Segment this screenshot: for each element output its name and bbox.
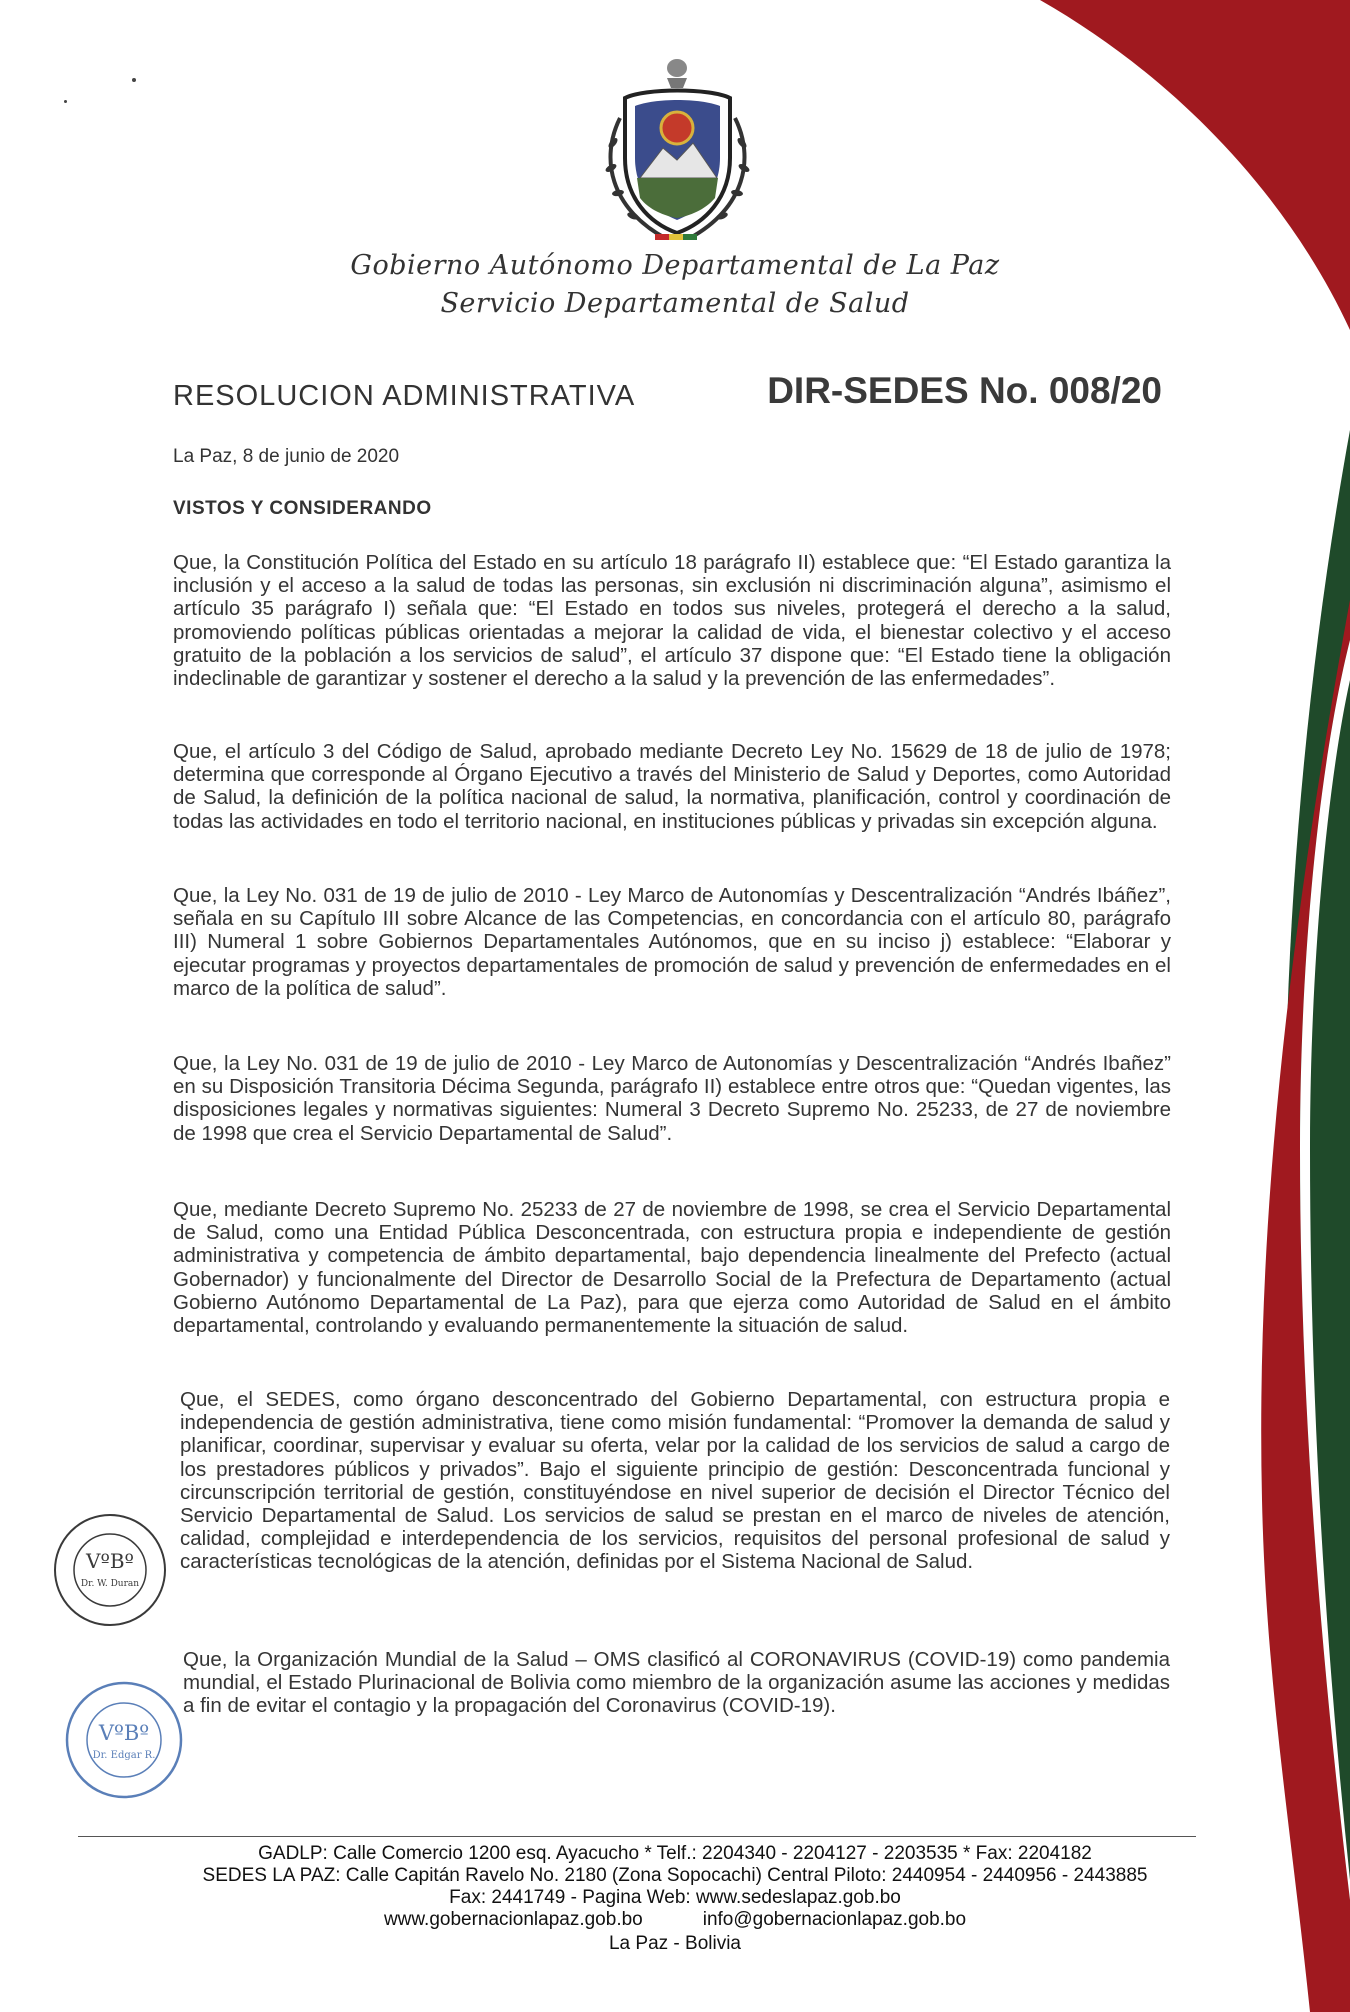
paragraph: Que, mediante Decreto Supremo No. 25233 de 27 de noviembre de 1998, se crea el Servicio Departamental de Salud, como una Entidad Pública Desconcentrada, con estructura propia e independiente de gestión administrativa y competencia de ámbito departamental, bajo dependencia linealmente del Prefecto (actual Gobernador) y funcionalmente del Director de Desarrollo Social de la Prefectura de Departamento (actual Gobierno Autónomo Departamental de La Paz), para que ejerza como Autoridad de Salud en el ámbito departamental, controlando y evaluando permanentemente la situación de salud. [173,1198,1171,1338]
svg-text:VºBº: VºBº [98,1721,150,1745]
paragraph: Que, el artículo 3 del Código de Salud, aprobado mediante Decreto Ley No. 15629 de 18 de julio de 1978; determina que corresponde al Órgano Ejecutivo a través del Ministerio de Salud y Deportes, como Autoridad de Salud, la definición de la política nacional de salud, la normativa, planificación, control y coordinación de todas las actividades en todo el territorio nacional, en instituciones públicas y privadas sin excepción alguna. [173,740,1171,833]
institution-name: Gobierno Autónomo Departamental de La Paz [350,250,1000,281]
paragraph: Que, la Ley No. 031 de 19 de julio de 2010 - Ley Marco de Autonomías y Descentralización “Andrés Ibáñez”, señala en su Capítulo III sobre Alcance de las Competencias, en concordancia con el artículo 80, parágrafo III) Numeral 1 sobre Gobiernos Departamentales Autónomos, que en su inciso j) establece: “Elaborar y ejecutar programas y proyectos departamentales de promoción de salud y prevención de enfermedades en el marco de la política de salud”. [173,884,1171,1000]
footer-address-gadlp: GADLP: Calle Comercio 1200 esq. Ayacucho * Telf.: 2204340 - 2204127 - 2203535 * Fax: 2204182 [258,1843,1092,1864]
coat-of-arms-icon [585,48,770,248]
footer-email-link[interactable]: info@gobernacionlapaz.gob.bo [702,1909,967,1930]
department-name: Servicio Departamental de Salud [440,288,910,319]
footer-website-link[interactable]: www.gobernacionlapaz.gob.bo [383,1909,643,1930]
svg-text:VºBº: VºBº [86,1549,134,1573]
scan-speck [132,78,136,82]
paragraph: Que, la Organización Mundial de la Salud – OMS clasificó al CORONAVIRUS (COVID-19) como pandemia mundial, el Estado Plurinacional de Bolivia como miembro de la organización asume las acciones y medidas a fin de evitar el contagio y la propagación del Coronavirus (COVID-19). [183,1648,1170,1718]
footer-address-sedes: SEDES LA PAZ: Calle Capitán Ravelo No. 2180 (Zona Sopocachi) Central Piloto: 2440954 - 2440956 - 2443885 [202,1865,1148,1886]
paragraph: Que, la Ley No. 031 de 19 de julio de 2010 - Ley Marco de Autonomías y Descentralización “Andrés Ibañez” en su Disposición Transitoria Décima Segunda, parágrafo II) establece entre otros que: “Quedan vigentes, las disposiciones legales y normativas siguientes: Numeral 3 Decreto Supremo No. 25233, de 27 de noviembre de 1998 que crea el Servicio Departamental de Salud”. [173,1052,1171,1145]
footer-contacts [0,1909,1350,1931]
paragraph: Que, el SEDES, como órgano desconcentrado del Gobierno Departamental, con estructura propia e independencia de gestión administrativa, tiene como misión fundamental: “Promover la demanda de salud y planificar, coordinar, supervisar y evaluar su oferta, velar por la calidad de los servicios de salud a cargo de los prestadores públicos y privados”. Bajo el siguiente principio de gestión: Desconcentrada funcional y circunscripción territorial de gestión, constituyéndose en nivel superior de decisión el Director Técnico del Servicio Departamental de Salud. Los servicios de salud se prestan en el marco de niveles de atención, calidad, complejidad e interdependencia de los servicios, requisitos del personal profesional de salud y características tecnológicas de la atención, definidas por el Sistema Nacional de Salud. [180,1388,1170,1574]
svg-text:Dr. W. Duran: Dr. W. Duran [80,1579,140,1589]
resolution-title: RESOLUCION ADMINISTRATIVA [173,380,636,412]
footer-fax-web: Fax: 2441749 - Pagina Web: www.sedeslapaz.gob.bo [449,1887,901,1908]
section-heading: VISTOS Y CONSIDERANDO [173,498,432,519]
scan-speck [64,100,67,103]
svg-text:Dr. Edgar R.: Dr. Edgar R. [92,1750,156,1761]
footer-divider [78,1836,1196,1837]
footer-city: La Paz - Bolivia [608,1933,741,1954]
approval-stamp-icon [50,1510,170,1630]
resolution-number: DIR-SEDES No. 008/20 [767,370,1162,411]
approval-stamp-icon [62,1678,187,1803]
paragraph: Que, la Constitución Política del Estado en su artículo 18 parágrafo II) establece que: “El Estado garantiza la inclusión y el acceso a la salud de todas las personas, sin exclusión ni discriminación alguna”, asimismo el artículo 35 parágrafo I) señala que: “El Estado en todos sus niveles, protegerá el derecho a la salud, promoviendo políticas públicas orientadas a mejorar la calidad de vida, el bienestar colectivo y el acceso gratuito de la población a los servicios de salud”, el artículo 37 dispone que: “El Estado tiene la obligación indeclinable de garantizar y sostener el derecho a la salud y la prevención de las enfermedades”. [173,551,1171,691]
resolution-date: La Paz, 8 de junio de 2020 [173,446,400,467]
